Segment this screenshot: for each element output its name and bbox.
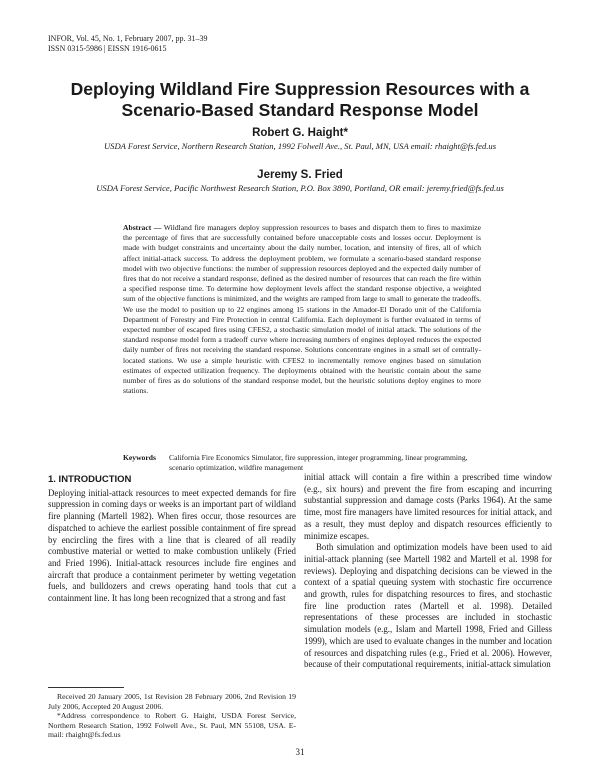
body-paragraph: Deploying initial-attack resources to meet expected demands for fire suppression in coming days or weeks is an important part of wildland fire planning (Martell 1982). When fires occur, those resources are dispatched to achieve the earliest possible containment of fire spread by encircling the fires with a line that is cleared of all readily combustive material or wetted to make combustion unlikely (Fried and Fried 1996). Initial-attack resources include fire engines and aircraft that produce a containment perimeter by wetting vegetation fuels, and bulldozers and crews operating hand tools that cut a containment line. It has long been recognized that a strong and fast xyxy=(48,487,296,604)
author-name: Jeremy S. Fried xyxy=(257,169,343,181)
abstract-text: Wildland fire managers deploy suppression resources to bases and dispatch them to fires to maximize the percentage of fires that are successfully contained before unacceptable costs and losses occur. Deployment is made with budget constraints and uncertainty about the daily number, location, and intensity of fires, all of which affect initial-attack success. To address the deployment problem, we formulate a scenario-based standard response model with two objective functions: the number of suppression resources deployed and the expected daily number of fires that do not receive a standard response, defined as the desired number of resources that can reach the fire within a specified response time. To determine how deployment levels affect the standard response objective, a weighted sum of the objective functions is minimized, and the weights are ramped from large to small to generate the tradeoffs. We use the model to position up to 22 engines among 15 stations in the Amador-El Dorado unit of the California Department of Forestry and Fire Protection in central California. Each deployment is further evaluated in terms of expected number of escaped fires using CFES2, a stochastic simulation model of initial attack. The solutions of the standard response model form a tradeoff curve where increasing numbers of engines deployed reduces the expected daily number of fires not receiving the standard response. Solutions concentrate engines in a small set of centrally-located stations. We use a simple heuristic with CFES2 to incrementally remove engines based on simulation estimates of expected utilization frequency. The deployments obtained with the heuristic contain about the same number of fires as do solutions of the standard response model, but the heuristic solutions deploy engines to more stations. xyxy=(123,223,482,396)
footnote-divider xyxy=(48,687,124,688)
left-column xyxy=(48,474,296,605)
page-number: 31 xyxy=(295,747,305,757)
section-heading: 1. INTRODUCTION xyxy=(48,474,132,485)
author-block-1 xyxy=(0,127,600,152)
keywords-label: Keywords xyxy=(123,453,156,462)
issn-line: ISSN 0315-5986 | EISSN 1916-0615 xyxy=(48,44,167,53)
right-column xyxy=(304,472,552,671)
abstract-label: Abstract — xyxy=(123,223,162,232)
abstract xyxy=(123,223,481,396)
body-paragraph: Both simulation and optimization models have been used to aid initial-attack planning (see Martell 1982 and Martell et al. 1998 for reviews). Deploying and dispatching decisions can be viewed in the context of a spatial queuing system with stochastic fire occurrence and growth, rules for dispatching resources to fires, and stochastic fire line production rates (Martell et al. 1998). Detailed representations of these processes are included in stochastic simulation models (e.g., Islam and Martell 1998, Fried and Gilless 1999), which are used to evaluate changes in the number and location of resources and dispatching rules (e.g., Fried et al. 2006). However, because of their computational requirements, initial-attack simulation xyxy=(304,542,552,670)
author-affiliation: USDA Forest Service, Pacific Northwest Research Station, P.O. Box 3890, Portland, OR email: jeremy.fried@fs.fed.us xyxy=(96,183,504,193)
keywords-text: California Fire Economics Simulator, fire suppression, integer programming, linear programming, scenario optimization, wildfire management xyxy=(169,453,468,472)
footnote-correspondence: *Address correspondence to Robert G. Haight, USDA Forest Service, Northern Research Station, 1992 Folwell Ave., St. Paul, MN 55108, USA. E-mail: rhaight@fs.fed.us xyxy=(48,711,296,740)
author-affiliation: USDA Forest Service, Northern Research Station, 1992 Folwell Ave., St. Paul, MN, USA email: rhaight@fs.fed.us xyxy=(103,141,497,151)
keywords xyxy=(123,453,481,473)
author-name: Robert G. Haight* xyxy=(252,127,348,139)
journal-citation: INFOR, Vol. 45, No. 1, February 2007, pp. 31–39 xyxy=(48,34,208,43)
title-line-2: Scenario-Based Standard Response Model xyxy=(121,100,479,120)
footnotes xyxy=(48,692,296,740)
title-line-1: Deploying Wildland Fire Suppression Resources with a xyxy=(70,79,530,99)
footnote-received: Received 20 January 2005, 1st Revision 28 February 2006, 2nd Revision 19 July 2006, Accepted 20 August 2006. xyxy=(48,692,296,711)
paper-title xyxy=(60,79,540,121)
journal-header xyxy=(48,34,207,54)
body-paragraph: initial attack will contain a fire within a prescribed time window (e.g., six hours) and prevent the fire from escaping and incurring substantial suppression and damage costs (Parks 1964). At the same time, most fire managers have limited resources for initial attack, and as a result, they must deploy and dispatch resources efficiently to minimize escapes. xyxy=(304,472,552,541)
author-block-2 xyxy=(0,169,600,194)
